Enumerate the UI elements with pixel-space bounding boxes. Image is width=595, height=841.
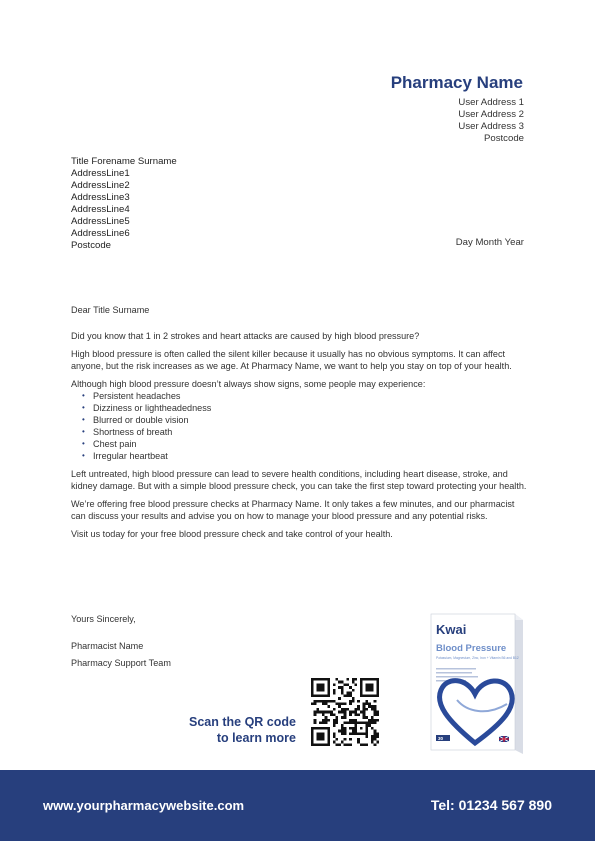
list-item: • Persistent headaches — [93, 390, 527, 402]
list-item: • Irregular heartbeat — [93, 450, 527, 462]
paragraph-intro: Did you know that 1 in 2 strokes and heart attacks are caused by high blood pressure? — [71, 331, 420, 341]
recipient-name: Title Forename Surname — [71, 156, 177, 167]
phone-number[interactable]: Tel: 01234 567 890 — [430, 797, 552, 813]
qr-caption-line: Scan the QR code — [189, 715, 296, 729]
product-subtitle: Potassium, Magnesium, Zinc, Iron + Vitamin B6 and B12 — [436, 656, 519, 660]
salutation: Dear Title Surname — [71, 305, 150, 315]
symptom-list — [71, 390, 527, 462]
list-item: • Dizziness or lightheadedness — [93, 402, 527, 414]
paragraph-visit: Visit us today for your free blood pressure check and take control of your health. — [71, 529, 393, 539]
recipient-address-line: AddressLine5 — [71, 216, 130, 227]
recipient-address-line: AddressLine6 — [71, 228, 130, 239]
website-link[interactable]: www.yourpharmacywebsite.com — [43, 798, 245, 813]
qr-code[interactable] — [311, 678, 379, 746]
recipient-address-line: AddressLine4 — [71, 204, 130, 215]
product-count: 30 — [438, 736, 444, 741]
list-item: • Shortness of breath — [93, 426, 527, 438]
footer-bar — [0, 770, 595, 841]
list-item: • Chest pain — [93, 438, 527, 450]
pharmacy-address-line: User Address 2 — [458, 109, 524, 120]
paragraph-offer: We’re offering free blood pressure checks at Pharmacy Name. It only takes a few minutes, and our pharmacist can discuss your results and advise you on how to manage your blood pressure and any potential risks. — [71, 499, 515, 521]
paragraph-silent-killer: High blood pressure is often called the silent killer because it usually has no obvious symptoms. It can affect anyone, but the risk increases as we age. At Pharmacy Name, we want to help you stay on top of your health. — [71, 349, 512, 371]
product-box-image — [427, 608, 527, 756]
list-item: • Blurred or double vision — [93, 414, 527, 426]
qr-caption-line: to learn more — [216, 731, 296, 745]
pharmacy-postcode: Postcode — [483, 133, 524, 144]
support-team: Pharmacy Support Team — [71, 658, 171, 668]
pharmacy-address — [458, 97, 524, 145]
product-title: Blood Pressure — [436, 643, 507, 654]
pharmacy-name: Pharmacy Name — [390, 73, 523, 92]
pharmacy-address-line: User Address 3 — [458, 121, 524, 132]
letter-body — [71, 304, 527, 546]
recipient-address-line: AddressLine3 — [71, 192, 130, 203]
recipient-address-block — [71, 156, 177, 252]
paragraph-symptoms-intro: Although high blood pressure doesn’t always show signs, some people may experience: — [71, 379, 426, 389]
recipient-address-line: AddressLine1 — [71, 168, 130, 179]
qr-caption — [189, 714, 296, 746]
paragraph-untreated: Left untreated, high blood pressure can lead to severe health conditions, including heart disease, stroke, and kidney damage. But with a simple blood pressure check, you can take the first step toward protecting your health. — [71, 469, 527, 491]
recipient-address-line: AddressLine2 — [71, 180, 130, 191]
pharmacy-address-line: User Address 1 — [458, 97, 524, 108]
product-brand: Kwai — [436, 622, 467, 637]
recipient-postcode: Postcode — [71, 240, 112, 251]
closing: Yours Sincerely, — [71, 614, 136, 624]
letter-date: Day Month Year — [455, 237, 524, 248]
pharmacist-name: Pharmacist Name — [71, 641, 144, 651]
